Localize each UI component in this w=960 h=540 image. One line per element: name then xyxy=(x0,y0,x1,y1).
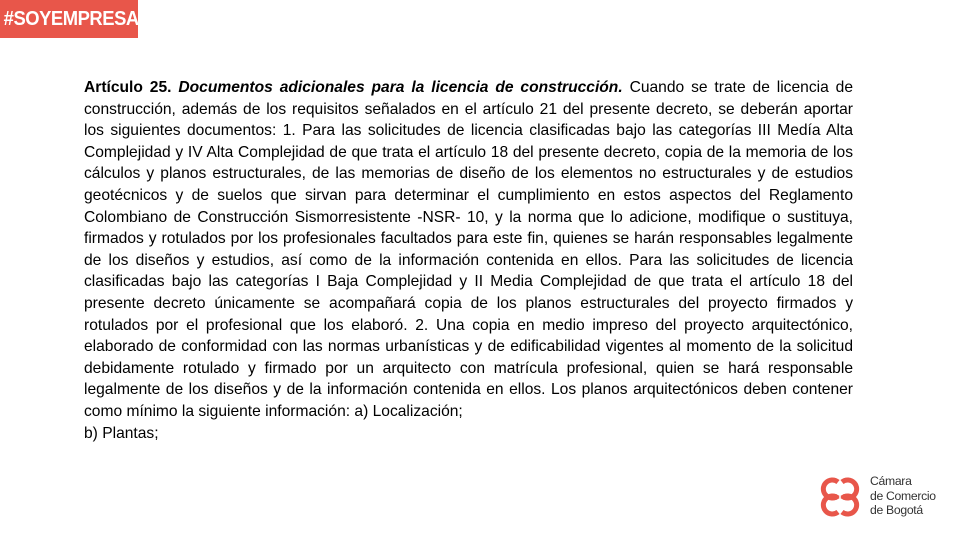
article-heading: Artículo 25. xyxy=(84,79,172,96)
logo-text xyxy=(870,474,936,518)
article-title: Documentos adicionales para la licencia de construcción. xyxy=(178,79,623,96)
hashtag-banner: #SOYEMPRESARIO xyxy=(0,0,138,38)
logo-line-1: Cámara xyxy=(870,474,912,488)
article-item-b: b) Plantas; xyxy=(84,424,159,442)
camara-comercio-logo xyxy=(812,472,952,522)
logo-line-2: de Comercio xyxy=(870,488,936,503)
article-paragraph xyxy=(84,77,853,423)
article-body: Cuando se trate de licencia de construcción, además de los requisitos señalados en el artículo 21 del presente decreto, se deberán aportar los siguientes documentos: 1. Para las solicitudes de licencia clasificadas bajo las categorías III Medía Alta Complejidad y IV Alta Complejidad de que trata el artículo 18 del presente decreto, copia de la memoria de los cálculos y planos estructurales, de las memorias de diseño de los elementos no estructurales y de estudios geotécnicos y de suelos que sirvan para determinar el cumplimiento en estos aspectos del Reglamento Colombiano de Construcción Sismorresistente -NSR- 10, y la norma que lo adicione, modifique o sustituya, firmados y rotulados por los profesionales facultados para este fin, quienes se harán responsables legalmente de los diseños y estudios, así como de la información contenida en ellos. Para las solicitudes de licencia clasificadas bajo las categorías I Baja Complejidad y II Media Complejidad de que trata el artículo 18 del presente decreto únicamente se acompañará copia de los planos estructurales del proyecto firmados y rotulados por el profesional que los elaboró. 2. Una copia en medio impreso del proyecto arquitectónico, elaborado de conformidad con las normas urbanísticas y de edificabilidad vigentes al momento de la solicitud debidamente rotulado y firmado por un arquitecto con matrícula profesional, quien se hará responsable legalmente de los diseños y de la información contenida en ellos. Los planos arquitectónicos deben contener como mínimo la siguiente información: a) Localización; xyxy=(84,79,853,420)
logo-line-3: de Bogotá xyxy=(870,503,923,517)
ccb-logo-icon xyxy=(812,475,868,519)
article-text xyxy=(84,77,853,444)
